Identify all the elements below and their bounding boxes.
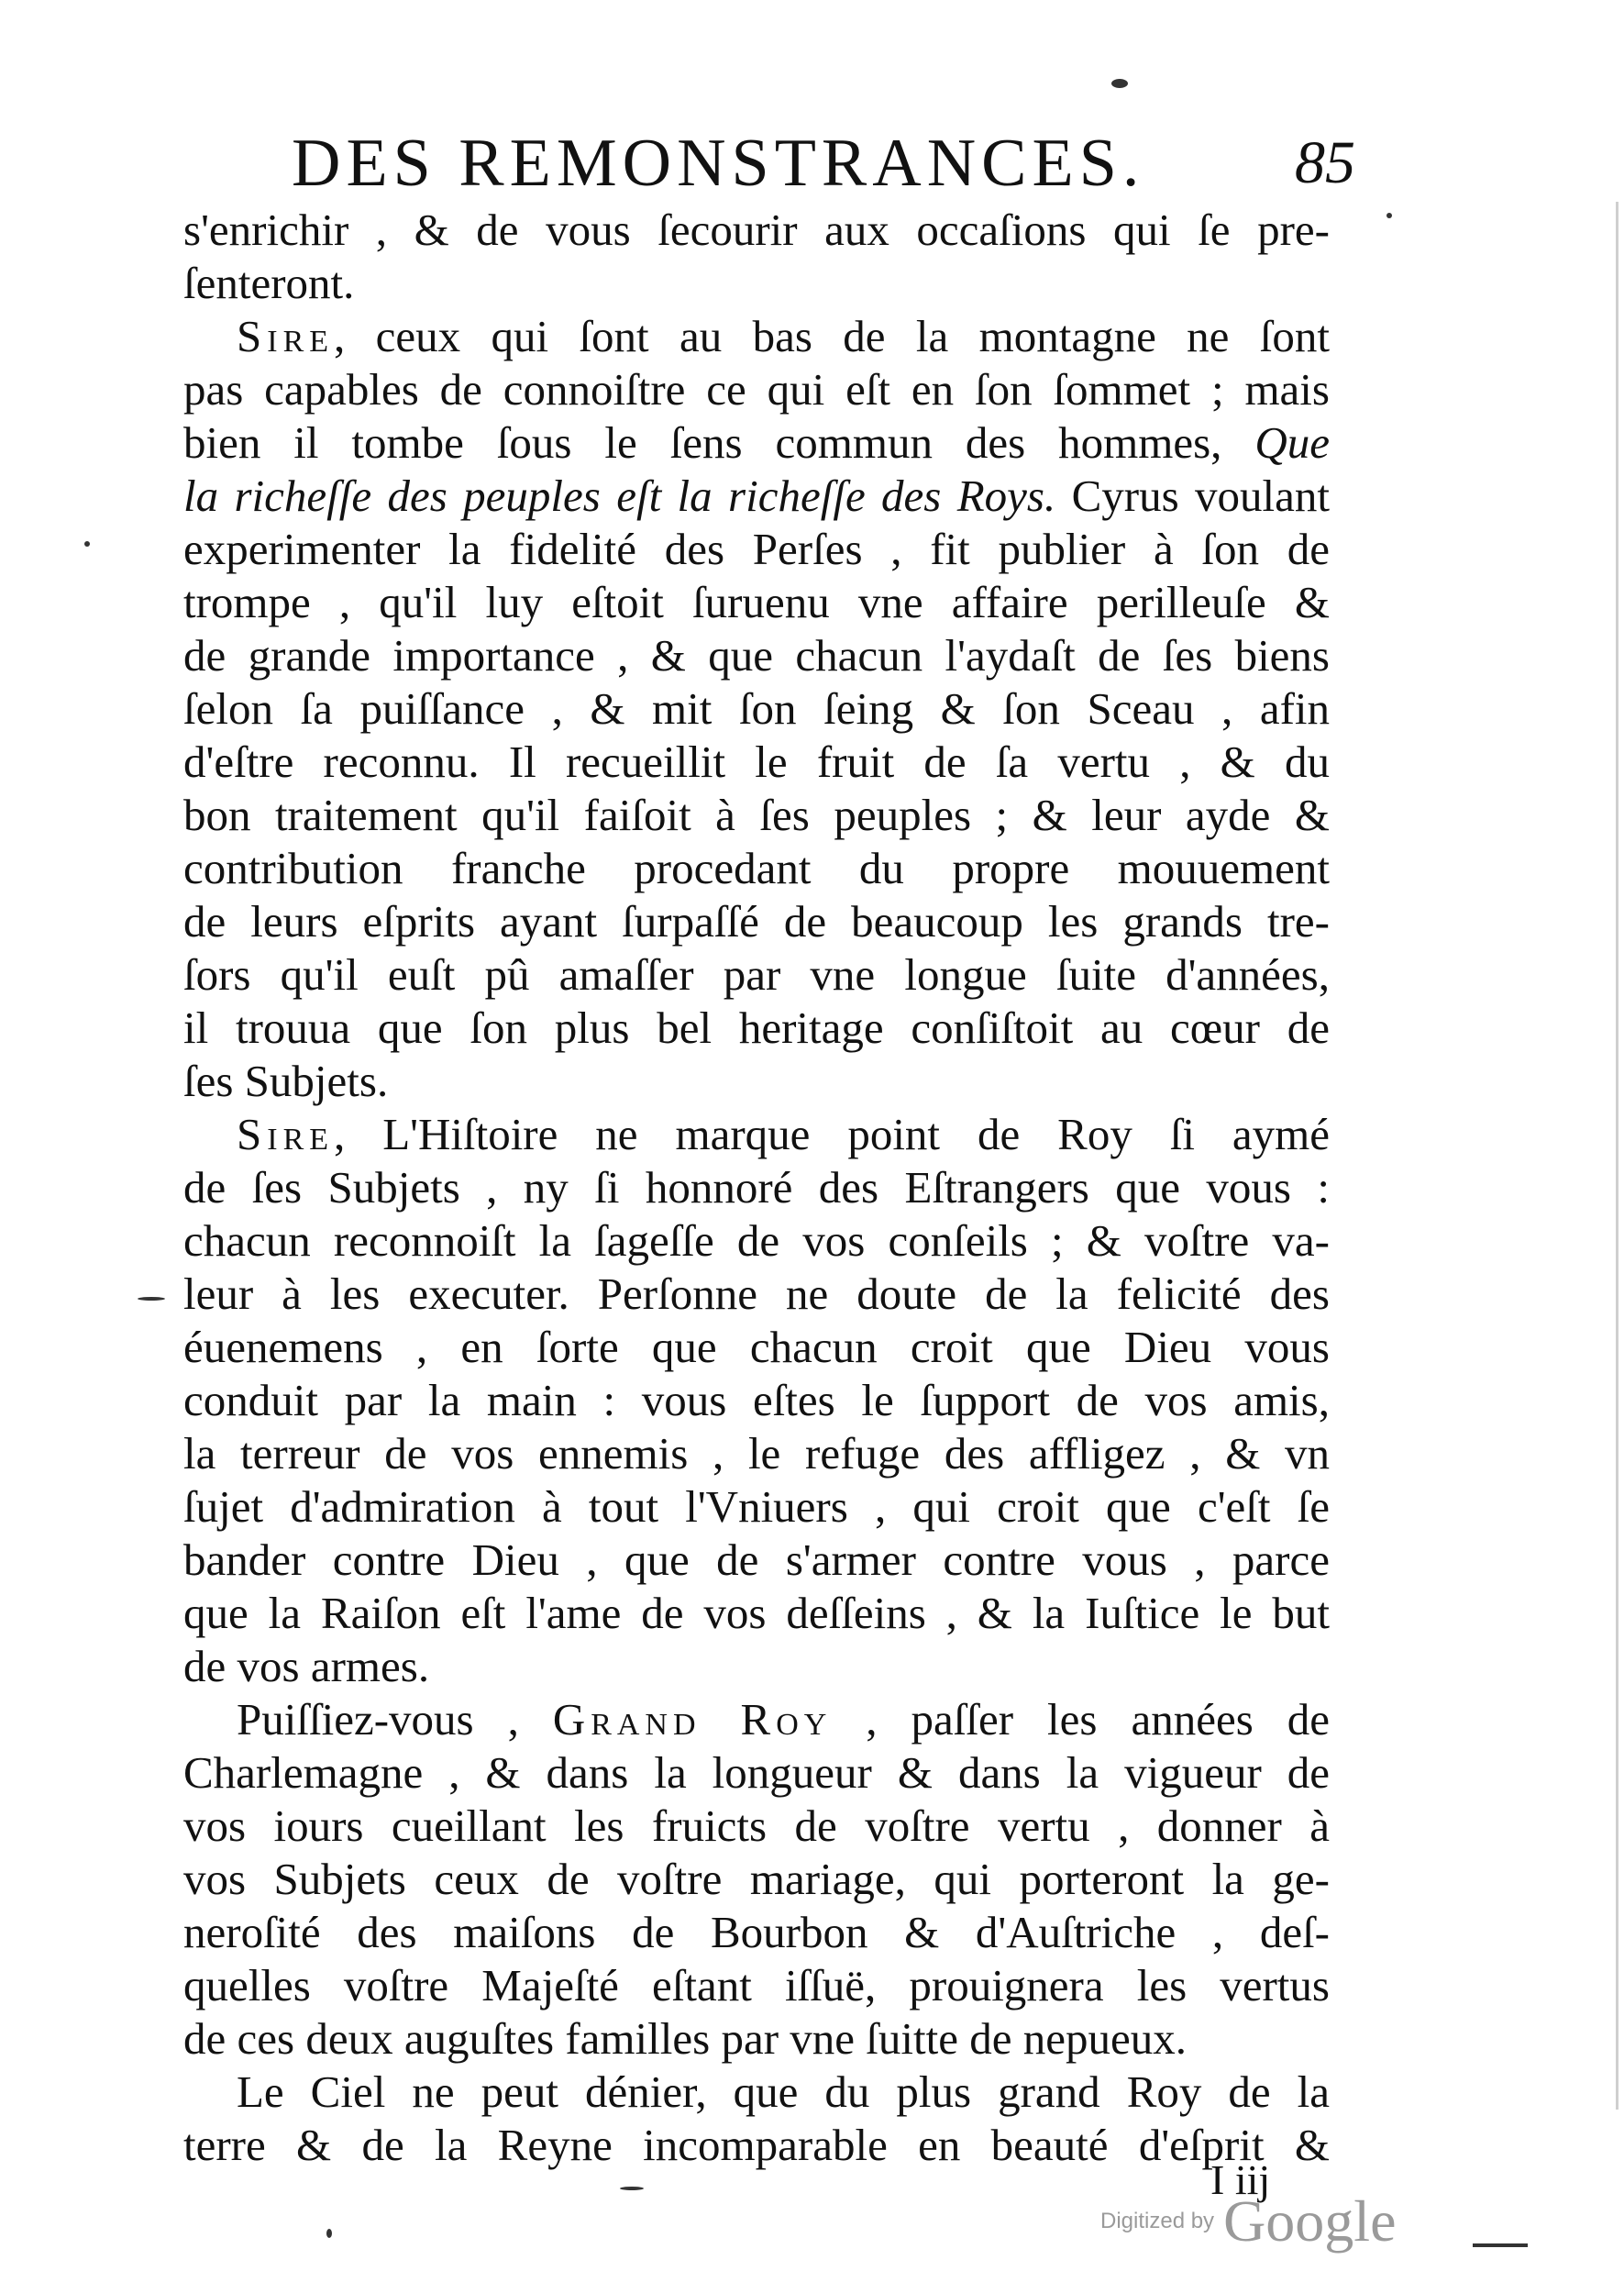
text-line: de ces deux auguſtes familles par vne ſuitte de nepueux. xyxy=(183,2013,1187,2064)
ink-speck xyxy=(1473,2243,1528,2247)
text-line: que la Raiſon eſt l'ame de vos deſſeins , & la Iuſtice le but xyxy=(183,1588,1330,1638)
text-line: Le Ciel ne peut dénier, que du plus grand Roy de la xyxy=(237,2066,1330,2117)
ink-speck xyxy=(138,1297,165,1301)
text-line: d'eſtre reconnu. Il recueillit le fruit de ſa vertu , & du xyxy=(183,737,1330,787)
text-line xyxy=(183,416,1330,470)
line-rest: , ceux qui ſont au bas de la montagne ne ſont xyxy=(334,311,1330,361)
text-line: de vos armes. xyxy=(183,1641,430,1691)
google-logo: Google xyxy=(1223,2188,1397,2254)
text-line: de grande importance , & que chacun l'aydaſt de ſes biens xyxy=(183,630,1330,681)
page-edge-shadow xyxy=(1616,202,1618,2110)
text-line: ſes Subjets. xyxy=(183,1056,389,1106)
line-rest: , L'Hiſtoire ne marque point de Roy ſi aymé xyxy=(334,1109,1330,1159)
text-line: la terreur de vos ennemis , le refuge des affligez , & vn xyxy=(183,1428,1330,1479)
text-line xyxy=(183,310,1330,363)
body-text xyxy=(183,204,1330,2172)
digitized-by-label: Digitized by xyxy=(1100,2209,1215,2233)
text-line: contribution franche procedant du propre mouuement xyxy=(183,843,1330,893)
ink-speck xyxy=(1111,79,1128,88)
text-line: ſors qu'il euſt pû amaſſer par vne longue ſuite d'années, xyxy=(183,949,1330,1000)
text-line: s'enrichir , & de vous ſecourir aux occaſions qui ſe pre- xyxy=(183,205,1330,255)
text-line xyxy=(183,1108,1330,1161)
text-line: terre & de la Reyne incomparable en beauté d'eſprit & xyxy=(183,2120,1330,2170)
text-line: éuenemens , en ſorte que chacun croit que Dieu vous xyxy=(183,1322,1330,1372)
sire-address: Sire xyxy=(237,1109,335,1159)
text-line: ſenteront. xyxy=(183,258,355,308)
text-line: leur à les executer. Perſonne ne doute de la felicité des xyxy=(183,1268,1330,1319)
text-line: quelles voſtre Majeſté eſtant iſſuë, prouignera les vertus xyxy=(183,1960,1330,2011)
text-line: pas capables de connoiſtre ce qui eſt en ſon ſommet ; mais xyxy=(183,364,1330,415)
text-line: chacun reconnoiſt la ſageſſe de vos conſeils ; & voſtre va- xyxy=(183,1215,1330,1266)
italic-quote-start: Que xyxy=(1254,417,1330,468)
text-line xyxy=(183,1693,1330,1746)
text-line: bander contre Dieu , que de s'armer contre vous , parce xyxy=(183,1534,1330,1585)
text-line: de ſes Subjets , ny ſi honnoré des Eſtrangers que vous : xyxy=(183,1162,1330,1213)
text-line: neroſité des maiſons de Bourbon & d'Auſtriche , deſ- xyxy=(183,1907,1330,1957)
ink-speck xyxy=(84,541,90,547)
ink-speck xyxy=(1386,213,1392,218)
text-line xyxy=(183,470,1330,523)
ink-speck xyxy=(620,2187,644,2190)
page-number: 85 xyxy=(1295,129,1355,196)
text-line: vos iours cueillant les fruicts de voſtre vertu , donner à xyxy=(183,1800,1330,1851)
line-head: bien il tombe ſous le ſens commun des hommes, xyxy=(183,417,1222,468)
text-line: ſelon ſa puiſſance , & mit ſon ſeing & ſon Sceau , afin xyxy=(183,683,1330,734)
text-line: de leurs eſprits ayant ſurpaſſé de beaucoup les grands tre- xyxy=(183,896,1330,947)
line-head: Puiſſiez-vous , xyxy=(237,1694,519,1745)
digitized-watermark xyxy=(1100,2188,1396,2261)
text-line: experimenter la fidelité des Perſes , fit publier à ſon de xyxy=(183,524,1330,574)
grand-roy: Grand Roy xyxy=(552,1694,833,1745)
text-line: bon traitement qu'il faiſoit à ſes peuples ; & leur ayde & xyxy=(183,790,1330,840)
text-line: vos Subjets ceux de voſtre mariage, qui porteront la ge- xyxy=(183,1854,1330,1904)
sire-address: Sire xyxy=(237,311,335,361)
text-line: trompe , qu'il luy eſtoit ſuruenu vne affaire perilleuſe & xyxy=(183,577,1330,627)
text-line: conduit par la main : vous eſtes le ſupport de vos amis, xyxy=(183,1375,1330,1425)
text-line: il trouua que ſon plus bel heritage conſiſtoit au cœur de xyxy=(183,1002,1330,1053)
line-tail: , paſſer les années de xyxy=(866,1694,1331,1745)
signature-mark: I iij xyxy=(1210,2156,1271,2203)
ink-speck xyxy=(326,2229,332,2238)
text-line: Charlemagne , & dans la longueur & dans la vigueur de xyxy=(183,1747,1330,1798)
running-head xyxy=(292,127,1355,200)
text-line: ſujet d'admiration à tout l'Vniuers , qui croit que c'eſt ſe xyxy=(183,1481,1330,1532)
italic-quote: la richeſſe des peuples eſt la richeſſe des Roys. xyxy=(183,471,1056,521)
line-tail: Cyrus voulant xyxy=(1071,471,1331,521)
running-title: DES REMONSTRANCES. xyxy=(292,126,1145,201)
